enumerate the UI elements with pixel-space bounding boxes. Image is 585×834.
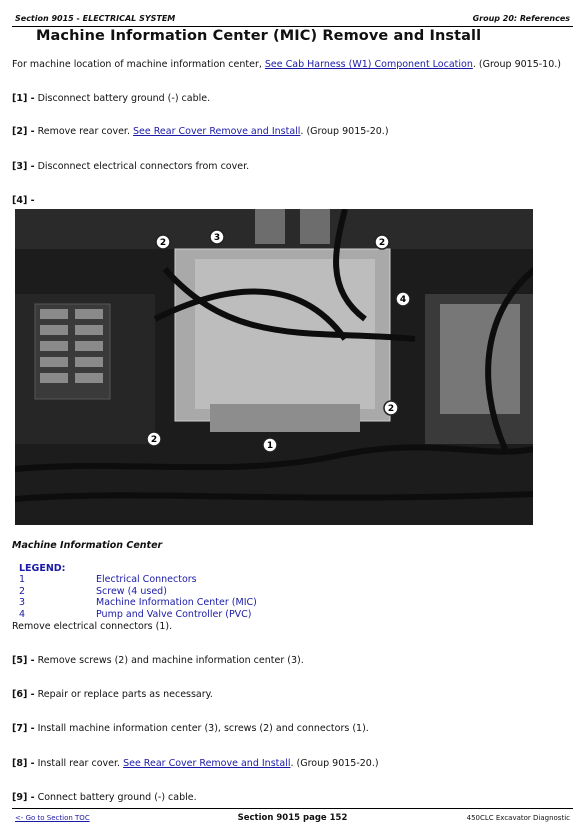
step-number: [1] - bbox=[12, 93, 35, 104]
legend-label: Screw (4 used) bbox=[96, 586, 167, 597]
step-9 bbox=[12, 792, 197, 803]
step-text: Connect battery ground (-) cable. bbox=[34, 792, 197, 803]
intro-paragraph bbox=[12, 59, 561, 70]
header-section: Section 9015 - ELECTRICAL SYSTEM bbox=[15, 14, 176, 23]
legend-label: Electrical Connectors bbox=[96, 574, 197, 585]
legend-heading: LEGEND: bbox=[19, 563, 66, 574]
step-number: [5] - bbox=[12, 655, 35, 666]
step-3 bbox=[12, 161, 249, 172]
mic-photo bbox=[15, 209, 533, 525]
callout-2: 2 bbox=[387, 404, 395, 414]
step-number: [7] - bbox=[12, 723, 35, 734]
callout-3: 3 bbox=[213, 233, 221, 243]
header-group: Group 20: References bbox=[472, 14, 570, 23]
footer-manual-title: 450CLC Excavator Diagnostic bbox=[466, 814, 570, 822]
page-title: Machine Information Center (MIC) Remove and Install bbox=[36, 28, 482, 44]
step-text: Disconnect battery ground (-) cable. bbox=[34, 93, 211, 104]
mic-photo-drawing bbox=[15, 209, 533, 525]
step-4 bbox=[12, 195, 35, 206]
legend-label: Machine Information Center (MIC) bbox=[96, 597, 257, 608]
step-text: Install rear cover. bbox=[34, 758, 124, 769]
step-number: [2] - bbox=[12, 126, 35, 137]
rear-cover-link[interactable]: See Rear Cover Remove and Install bbox=[133, 126, 301, 137]
step-suffix: . (Group 9015-20.) bbox=[300, 126, 389, 137]
callout-4: 4 bbox=[399, 295, 407, 305]
step-6 bbox=[12, 689, 213, 700]
step-text: Disconnect electrical connectors from cover. bbox=[34, 161, 250, 172]
step-5 bbox=[12, 655, 304, 666]
rear-cover-link[interactable]: See Rear Cover Remove and Install bbox=[123, 758, 291, 769]
legend-label: Pump and Valve Controller (PVC) bbox=[96, 609, 252, 620]
legend-number: 3 bbox=[19, 597, 26, 608]
page-footer bbox=[12, 808, 573, 825]
legend-number: 4 bbox=[19, 609, 26, 620]
step-number: [8] - bbox=[12, 758, 35, 769]
step-1 bbox=[12, 93, 210, 104]
step-7 bbox=[12, 723, 369, 734]
legend-number: 2 bbox=[19, 586, 26, 597]
remove-connectors-note: Remove electrical connectors (1). bbox=[12, 621, 173, 632]
step-text: Install machine information center (3), screws (2) and connectors (1). bbox=[34, 723, 369, 734]
callout-1: 1 bbox=[266, 441, 274, 451]
step-text: Repair or replace parts as necessary. bbox=[34, 689, 213, 700]
step-text: Remove screws (2) and machine information center (3). bbox=[34, 655, 304, 666]
legend-number: 1 bbox=[19, 574, 26, 585]
figure-caption: Machine Information Center bbox=[12, 540, 163, 551]
page-header bbox=[12, 10, 573, 27]
intro-text: For machine location of machine information center, bbox=[12, 59, 265, 70]
step-text: Remove rear cover. bbox=[34, 126, 134, 137]
intro-link[interactable]: See Cab Harness (W1) Component Location bbox=[264, 59, 473, 70]
step-suffix: . (Group 9015-20.) bbox=[290, 758, 379, 769]
step-8 bbox=[12, 758, 379, 769]
step-number: [9] - bbox=[12, 792, 35, 803]
step-number: [6] - bbox=[12, 689, 35, 700]
step-number: [3] - bbox=[12, 161, 35, 172]
intro-suffix: . (Group 9015-10.) bbox=[472, 59, 561, 70]
section-toc-link[interactable]: <- Go to Section TOC bbox=[15, 814, 90, 822]
footer-page-number: Section 9015 page 152 bbox=[237, 813, 348, 823]
step-2 bbox=[12, 126, 389, 137]
callout-2: 2 bbox=[150, 435, 158, 445]
step-number: [4] - bbox=[12, 195, 35, 206]
callout-2: 2 bbox=[159, 238, 167, 248]
callout-2: 2 bbox=[378, 238, 386, 248]
